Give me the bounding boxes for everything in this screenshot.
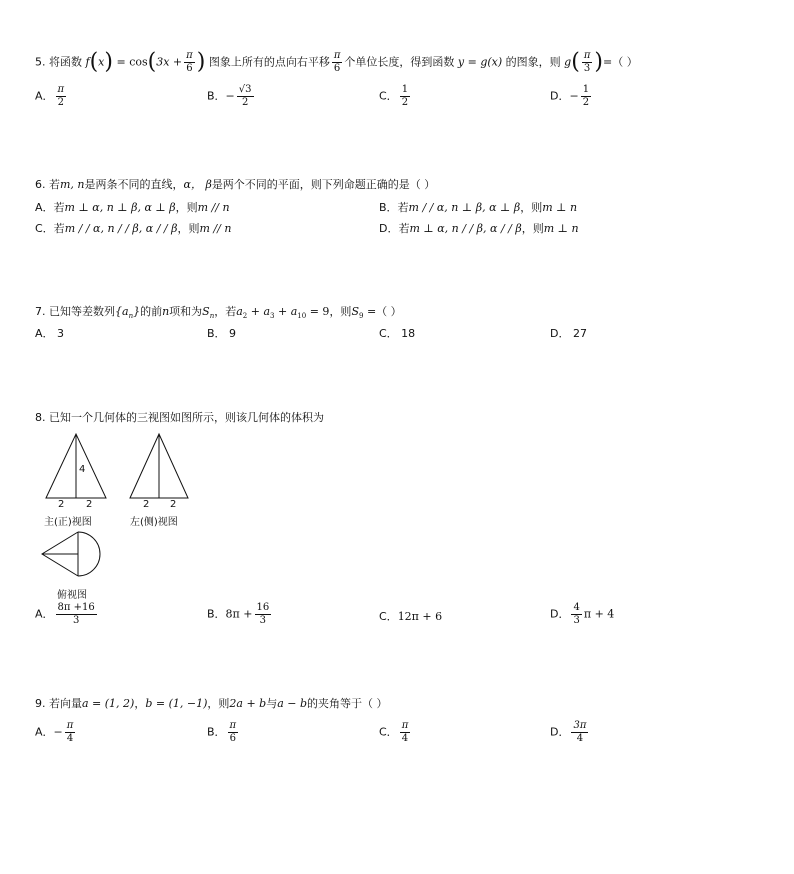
fraction: $\frac{16}{3}$ [256,602,270,626]
stem-text: =（ ） [602,55,638,69]
fraction: $\frac{\pi}{2}$ [57,84,65,108]
fraction: $\frac{\pi}{4}$ [401,720,409,744]
option-d[interactable]: D． $\frac{4}{3}$ π + 4 [550,602,615,626]
option-b[interactable]: B． $\frac{\pi}{6}$ [207,720,237,744]
fraction: $\frac{3\pi}{4}$ [573,720,587,744]
question-5-stem [35,50,638,75]
question-9-stem: 9. 若向量a = (1, 2)，b = (1, −1)，则2a + b与a − b的夹角等于（ ） [35,697,388,710]
stem-text: 将函数 [49,55,82,69]
base-label: 2 [86,499,93,510]
stem-text: 个单位长度，得到函数 [344,55,455,69]
math-f: f [85,55,90,69]
option-b[interactable]: B．8π + $\frac{16}{3}$ [207,602,270,626]
side-view-caption: 左(侧)视图 [130,517,178,528]
math-eq: = cos [116,55,148,69]
option-c[interactable]: C． $\frac{\pi}{4}$ [379,720,409,744]
fraction: $\frac{4}{3}$ [573,602,580,626]
option-d[interactable]: D． 27 [550,327,587,340]
option-a[interactable]: A．若m ⊥ α, n ⊥ β, α ⊥ β，则m // n [35,201,230,214]
top-view-caption: 俯视图 [57,590,87,601]
side-view [130,434,188,498]
question-8-stem: 8. 已知一个几何体的三视图如图所示，则该几何体的体积为 [35,411,324,424]
option-b[interactable]: B． 9 [207,327,237,340]
option-c[interactable]: C．12π + 6 [379,610,443,623]
top-view [42,532,100,576]
option-c[interactable]: C． 18 [379,327,416,340]
fraction: $\frac{8\pi +16}{3}$ [57,602,95,626]
fraction: $\frac{\pi}{6}$ [333,50,341,74]
base-label: 2 [170,499,177,510]
paren-close: ) [104,49,113,75]
fraction: $\frac{\pi}{3}$ [583,50,591,74]
option-a[interactable]: A． $\frac{8\pi +16}{3}$ [35,602,95,626]
stem-text: 的图象，则 [505,55,561,69]
fraction: $\frac{\pi}{6}$ [186,50,193,74]
fraction: $\frac{\pi}{6}$ [229,720,237,744]
math-g: y = g(x) [457,55,503,69]
fraction: $\frac{\pi}{4}$ [66,720,74,744]
front-view-caption: 主(正)视图 [44,517,92,528]
paren-open: ( [89,49,99,75]
option-b[interactable]: B．若m / / α, n ⊥ β, α ⊥ β，则m ⊥ n [379,201,578,214]
paren-open: ( [147,49,157,75]
paren-open: ( [571,49,580,75]
paren-close: ) [594,49,603,75]
question-6-stem: 6. 若m, n是两条不同的直线，α， β是两个不同的平面，则下列命题正确的是（ ） [35,178,436,191]
fraction: $\frac{1}{2}$ [401,84,409,108]
base-label: 2 [143,499,150,510]
math-x: x [98,55,105,69]
option-a[interactable]: A．− $\frac{\pi}{4}$ [35,720,74,744]
fraction: $\frac{√3}{2}$ [238,84,252,108]
math-g: g [564,55,572,69]
option-d[interactable]: D．− $\frac{1}{2}$ [550,84,590,108]
math-inner: 3x + [156,55,183,69]
stem-text: 图象上所有的点向右平移 [208,55,330,69]
question-7-stem: 7. 已知等差数列$\{a_n\}$的前n项和为$S_n$，若$a_2 + a_3 + a_{10} = 9$，则$S_9$ =（ ） [35,305,402,321]
option-d[interactable]: D．若m ⊥ α, n / / β, α / / β，则m ⊥ n [379,222,579,235]
option-c[interactable]: C． $\frac{1}{2}$ [379,84,409,108]
fraction: $\frac{1}{2}$ [582,84,590,108]
option-a[interactable]: A． 3 [35,327,65,340]
front-view [46,434,106,498]
height-label: 4 [79,464,86,475]
question-number: 5. [35,55,46,69]
base-label: 2 [58,499,65,510]
option-d[interactable]: D． $\frac{3\pi}{4}$ [550,720,587,744]
option-b[interactable]: B．− $\frac{√3}{2}$ [207,84,252,108]
option-a[interactable]: A． $\frac{\pi}{2}$ [35,84,65,108]
option-c[interactable]: C．若m / / α, n / / β, α / / β，则m // n [35,222,232,235]
paren-close: ) [196,49,206,75]
